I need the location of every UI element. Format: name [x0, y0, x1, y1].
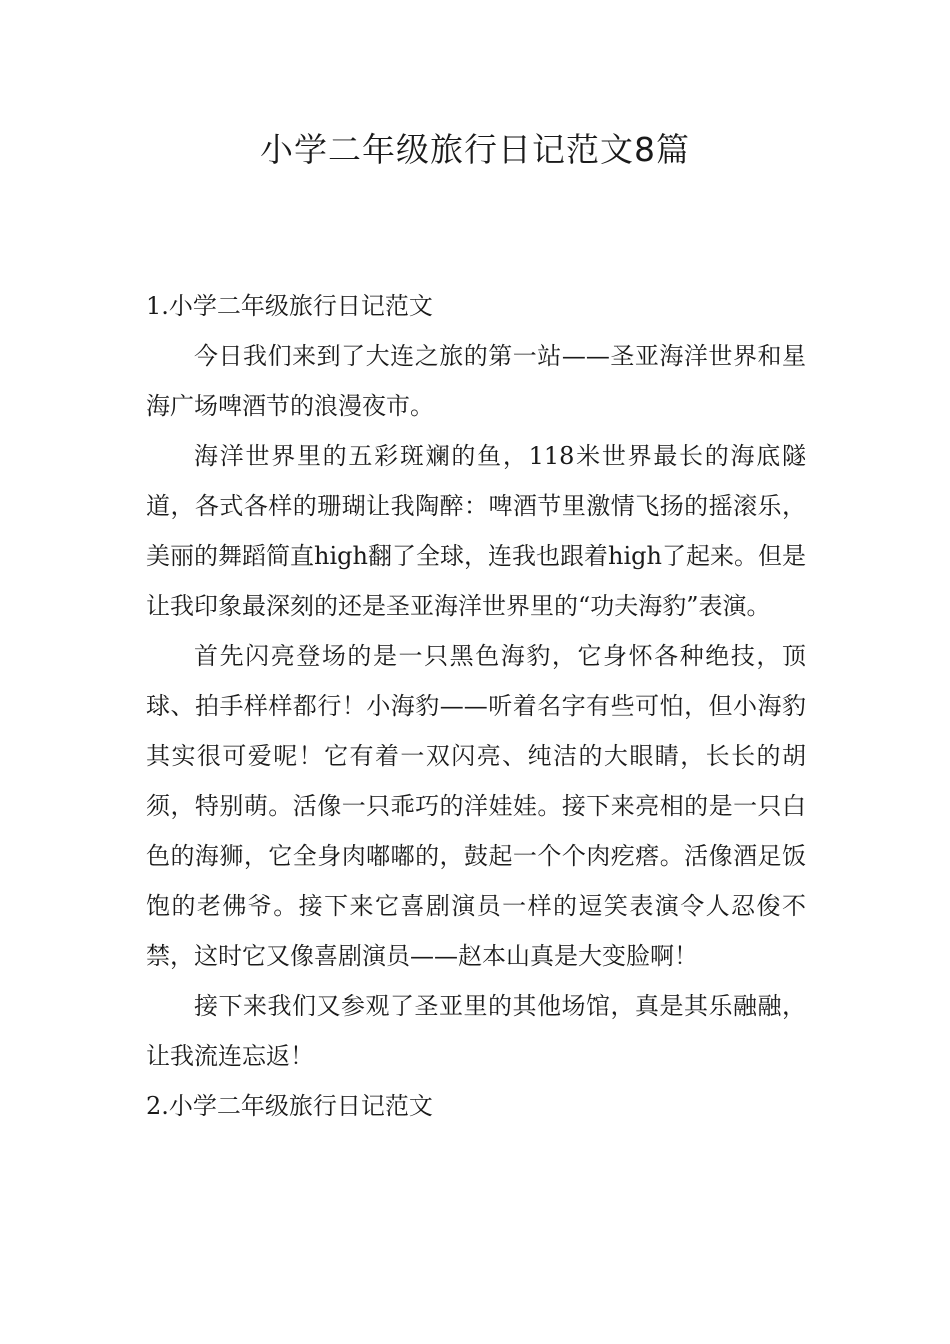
document-body	[146, 281, 806, 1131]
paragraph-3: 首先闪亮登场的是一只黑色海豹，它身怀各种绝技，顶球、拍手样样都行！小海豹——听着名字有些可怕，但小海豹其实很可爱呢！它有着一双闪亮、纯洁的大眼睛，长长的胡须，特别萌。活像一只乖巧的洋娃娃。接下来亮相的是一只白色的海狮，它全身肉嘟嘟的，鼓起一个个肉疙瘩。活像酒足饭饱的老佛爷。接下来它喜剧演员一样的逗笑表演令人忍俊不禁，这时它又像喜剧演员——赵本山真是大变脸啊！	[146, 642, 806, 970]
document-title: 小学二年级旅行日记范文8篇	[260, 130, 690, 169]
paragraph-4: 接下来我们又参观了圣亚里的其他场馆，真是其乐融融，让我流连忘返！	[146, 992, 806, 1070]
section-heading-2: 2.小学二年级旅行日记范文	[146, 1092, 433, 1120]
section-heading-1: 1.小学二年级旅行日记范文	[146, 292, 433, 320]
paragraph-1: 今日我们来到了大连之旅的第一站——圣亚海洋世界和星海广场啤酒节的浪漫夜市。	[146, 342, 806, 420]
paragraph-2: 海洋世界里的五彩斑斓的鱼，118米世界最长的海底隧道，各式各样的珊瑚让我陶醉：啤酒节里激情飞扬的摇滚乐，美丽的舞蹈简直high翻了全球，连我也跟着high了起来。但是让我印象最深刻的还是圣亚海洋世界里的“功夫海豹”表演。	[146, 442, 806, 620]
